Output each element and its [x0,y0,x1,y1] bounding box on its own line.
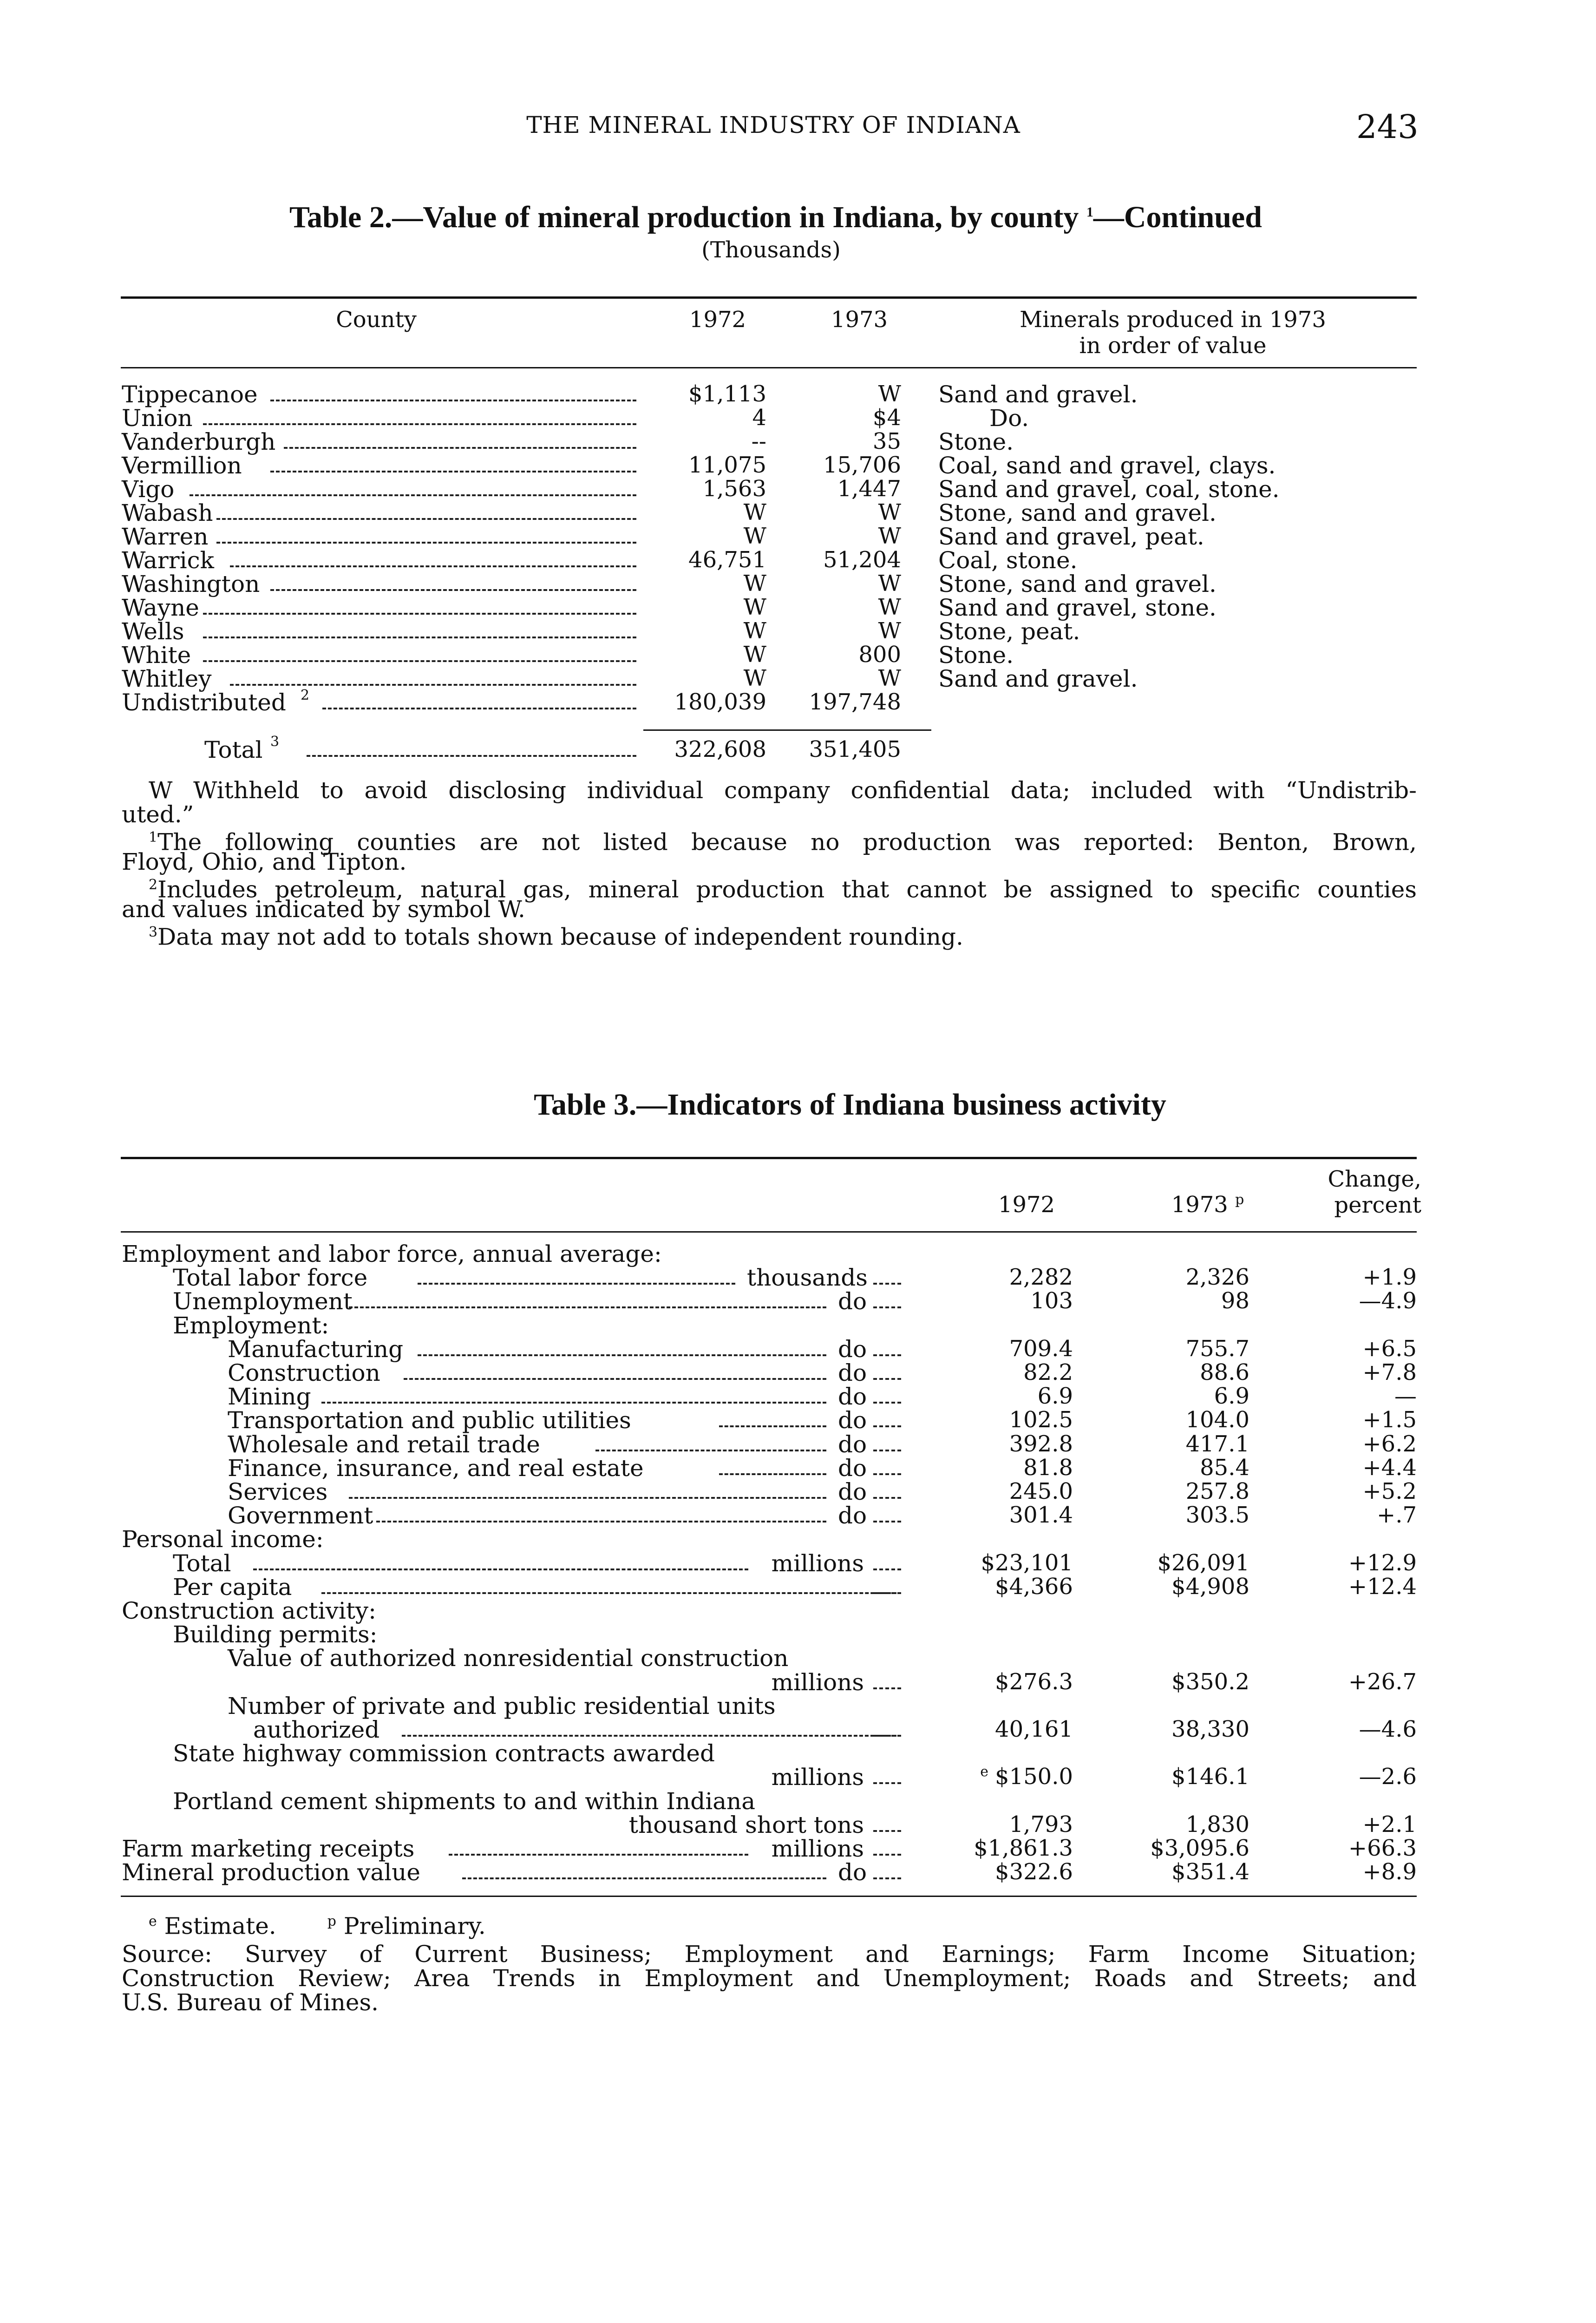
footnote-text: Data may not add to totals shown because of independent rounding. [157,923,963,951]
dot-leader [449,1854,749,1856]
minerals-produced: Sand and gravel. [938,381,1138,408]
source-line: U.S. Bureau of Mines. [122,1989,379,2016]
indicator-label: Mineral production value [122,1859,420,1886]
value-1973: W [878,381,901,407]
dot-leader [595,1450,826,1451]
unit-label: do [838,1288,867,1315]
unit-label: do [838,1502,867,1529]
running-head: THE MINERAL INDUSTRY OF INDIANA [526,112,1020,138]
table3-top-rule [121,1157,1417,1159]
value-1972-text: 102.5 [1009,1407,1073,1433]
value-1972 [938,1502,1073,1528]
dot-leader [418,1283,736,1285]
indicator-label: Manufacturing [228,1336,404,1363]
indicator-label: Farm marketing receipts [122,1835,415,1862]
change-percent: +7.8 [1362,1359,1417,1385]
total-1972: 322,608 [674,736,766,762]
dot-leader [719,1425,827,1427]
table3-bottom-rule [121,1896,1417,1897]
unit-label: do [838,1859,867,1886]
unit-label: millions [771,1550,864,1577]
indicator-label: Transportation and public utilities [228,1407,631,1434]
unit-label: millions [771,1835,864,1862]
dot-leader [307,755,636,757]
county-name: Warren [122,523,209,550]
value-1972 [938,1811,1073,1837]
value-1972 [938,1336,1073,1362]
minerals-produced: Coal, stone. [938,547,1078,574]
value-1973: W [878,571,901,597]
table2-header-1972: 1972 [689,307,746,333]
dot-leader [873,1830,901,1832]
value-1973: $4 [872,405,901,431]
value-1972-text: 245.0 [1009,1478,1073,1504]
indicator-label: Wholesale and retail trade [228,1431,540,1458]
footnote-continuation: Floyd, Ohio, and Tipton. [122,848,407,875]
dot-leader [873,1473,901,1475]
change-percent: +6.2 [1362,1431,1417,1457]
value-1973: $146.1 [1171,1764,1249,1790]
footnote-text: The following counties are not listed because no production was reported: Benton, Brown, [157,828,1417,856]
dot-leader [349,1306,826,1308]
value-1972 [938,1359,1073,1385]
dot-leader [203,613,636,615]
indicator-label: Per capita [173,1574,292,1601]
table3-title: Table 3.—Indicators of Indiana business activity [534,1088,1166,1122]
dot-leader [216,542,636,544]
minerals-produced: Coal, sand and gravel, clays. [938,452,1276,479]
value-1973: 303.5 [1185,1502,1249,1528]
indicator-label: Employment and labor force, annual average: [122,1240,662,1267]
change-percent: +5.2 [1362,1478,1417,1504]
footnote-mark: 2 [301,687,310,703]
footnote-mark: 3 [270,734,280,750]
county-name: Whitley [122,665,212,692]
indicator-label: Construction [228,1359,380,1386]
footnote-mark: W [149,777,173,804]
indicator-label: Value of authorized nonresidential construction [228,1645,789,1672]
source-line: Construction Review; Area Trends in Employment and Unemployment; Roads and Streets; and [122,1965,1417,1992]
change-percent: +1.5 [1362,1407,1417,1433]
value-1973: 38,330 [1171,1716,1249,1742]
indicator-label: Total labor force [173,1264,368,1291]
value-1973: 417.1 [1185,1431,1249,1457]
source-line: Source: Survey of Current Business; Employment and Earnings; Farm Income Situation; [122,1941,1417,1968]
total-1973: 351,405 [809,736,901,762]
unit-label: do [838,1359,867,1386]
county-name: Tippecanoe [122,381,258,408]
value-1973: W [878,665,901,691]
dot-leader [873,1450,901,1451]
value-1972: 46,751 [688,547,766,573]
value-1972-text: 82.2 [1023,1359,1073,1385]
value-1973: $351.4 [1171,1859,1249,1885]
value-1972 [938,1764,1073,1790]
change-percent: +8.9 [1362,1859,1417,1885]
table2-unit: (Thousands) [701,237,841,263]
county-name: Undistributed [122,689,286,716]
dot-leader [462,1877,826,1879]
dot-leader [873,1877,901,1879]
value-1973: 1,830 [1185,1811,1249,1837]
county-name: Wayne [122,594,199,621]
value-1972: W [743,665,766,691]
minerals-produced: Stone, sand and gravel. [938,499,1217,526]
dot-leader [873,1497,901,1499]
value-1972 [938,1859,1073,1885]
value-1972-text: 1,793 [1009,1811,1073,1837]
unit-label: do [838,1407,867,1434]
dot-leader [873,1425,901,1427]
value-1972: W [743,499,766,525]
table2-header-minerals: Minerals produced in 1973 in order of value [1020,307,1326,359]
dot-leader [284,447,636,449]
value-1972-text: $1,861.3 [974,1835,1073,1861]
value-1972-text: 2,282 [1009,1264,1073,1290]
indicator-label: State highway commission contracts awarded [173,1740,715,1767]
county-name: Warrick [122,547,214,574]
dot-leader [376,1521,826,1522]
value-1972-text: 81.8 [1023,1455,1073,1481]
dot-leader [270,471,636,472]
table3-header-1972: 1972 [998,1192,1055,1218]
table3-header-rule [121,1231,1417,1233]
value-1972: W [743,642,766,668]
indicator-label: Construction activity: [122,1597,377,1624]
minerals-produced: Sand and gravel, peat. [938,523,1204,550]
dot-leader [873,1568,901,1570]
dot-leader [230,684,636,686]
value-1972: W [743,594,766,620]
value-1972: 1,563 [702,476,766,502]
footnote-continuation: uted.” [122,801,194,828]
value-1973: 88.6 [1200,1359,1249,1385]
value-1972 [938,1431,1073,1457]
dot-leader [216,518,636,520]
footnote-continuation: and values indicated by symbol W. [122,896,525,923]
page-number: 243 [1356,108,1419,146]
change-percent: +2.1 [1362,1811,1417,1837]
indicator-label: Unemployment [173,1288,353,1315]
dot-leader [270,400,636,401]
change-percent: —2.6 [1359,1764,1417,1790]
value-1972: $1,113 [688,381,766,407]
table2-header-county: County [336,307,417,333]
dot-leader [322,708,636,709]
dot-leader [873,1283,901,1285]
indicator-label: Number of private and public residential units [228,1693,776,1719]
value-1973: $26,091 [1157,1550,1249,1576]
value-1972 [938,1669,1073,1695]
county-name: White [122,642,191,669]
table2-header-rule [121,367,1417,368]
unit-label: do [838,1383,867,1410]
value-1973: 6.9 [1214,1383,1249,1409]
value-1972: W [743,571,766,597]
dot-leader [873,1306,901,1308]
minerals-produced: Sand and gravel, stone. [938,594,1217,621]
table3-header-change: Change, percent [1328,1166,1421,1218]
indicator-label: Portland cement shipments to and within Indiana [173,1788,756,1815]
minerals-produced: Do. [989,405,1029,432]
unit-label: do [838,1336,867,1363]
footnote-text: Withheld to avoid disclosing individual company confidential data; included with “Undistrib- [172,777,1417,804]
dot-leader [873,1854,901,1856]
value-1972 [938,1383,1073,1409]
minerals-produced: Stone, sand and gravel. [938,571,1217,597]
value-1972 [938,1835,1073,1861]
table2-total-rule [643,729,931,731]
change-percent: +6.5 [1362,1336,1417,1362]
value-1973: $3,095.6 [1150,1835,1249,1861]
county-name: Vanderburgh [122,428,276,455]
dot-leader [873,1782,901,1784]
dot-leader [873,1402,901,1404]
value-1972-text: 103 [1030,1288,1073,1314]
minerals-produced: Stone, peat. [938,618,1080,645]
dot-leader [402,1735,896,1737]
dot-leader [873,1521,901,1522]
dot-leader [349,1497,826,1499]
dot-leader [203,660,636,662]
value-1972-text: 40,161 [995,1716,1073,1742]
unit-label: do [838,1455,867,1482]
value-1972-text: $23,101 [981,1550,1073,1576]
table2-top-rule [121,296,1417,299]
change-percent: +.7 [1376,1502,1417,1528]
unit-label: millions [771,1764,864,1791]
indicator-label: Personal income: [122,1526,324,1553]
value-1972-text: $322.6 [995,1859,1073,1885]
value-1973: 35 [872,428,901,454]
dot-leader [270,589,636,591]
change-percent: +4.4 [1362,1455,1417,1481]
value-1972 [938,1716,1073,1742]
value-1972: -- [751,428,766,454]
dot-leader [321,1402,826,1404]
indicator-label: Services [228,1478,328,1505]
value-1972: 180,039 [674,689,766,715]
dot-leader [321,1592,896,1594]
value-1972-text: $276.3 [995,1669,1073,1695]
value-1973: W [878,523,901,549]
value-1973: 197,748 [809,689,901,715]
footnote-mark: 2 [149,877,158,893]
footnote-mark: 1 [149,829,158,846]
value-1972: W [743,618,766,644]
dot-leader [203,637,636,638]
unit-label: thousands [747,1264,868,1291]
value-1973: $4,908 [1171,1574,1249,1600]
unit-label: do [838,1478,867,1505]
county-name: Wells [122,618,184,645]
dot-leader [190,494,636,496]
total-label: Total [204,736,263,763]
county-name: Vigo [122,476,175,503]
minerals-produced: Stone. [938,428,1014,455]
minerals-produced: Sand and gravel, coal, stone. [938,476,1280,503]
dot-leader [719,1473,827,1475]
value-1972 [938,1478,1073,1504]
change-percent: +12.9 [1348,1550,1417,1576]
indicator-label: Government [228,1502,373,1529]
value-1973: 85.4 [1200,1455,1249,1481]
table3-header-1973: 1973 $^p$ [1171,1192,1244,1218]
unit-label: thousand short tons [628,1811,864,1838]
change-percent: +66.3 [1348,1835,1417,1861]
value-1973: W [878,499,901,525]
value-1973: 800 [858,642,901,668]
change-percent: — [1394,1383,1417,1409]
value-1972 [938,1288,1073,1314]
county-name: Wabash [122,499,213,526]
value-1972-text: 301.4 [1009,1502,1073,1528]
value-1973: 51,204 [823,547,901,573]
value-1973: W [878,594,901,620]
value-1973: 15,706 [823,452,901,478]
indicator-label: Employment: [173,1312,329,1339]
footnote-mark: 3 [149,924,158,940]
unit-label: millions [771,1669,864,1696]
value-1973: 98 [1221,1288,1249,1314]
value-1973: 104.0 [1185,1407,1249,1433]
value-1972: W [743,523,766,549]
value-1972: 11,075 [688,452,766,478]
dot-leader [873,1687,901,1689]
dot-leader [873,1354,901,1356]
value-1973: 755.7 [1185,1336,1249,1362]
change-percent: —4.6 [1359,1716,1417,1742]
dot-leader [418,1354,827,1356]
value-1973: W [878,618,901,644]
value-1972 [938,1550,1073,1576]
value-1972 [938,1264,1073,1290]
indicator-label: Total [173,1550,231,1577]
table2-header-1973: 1973 [831,307,888,333]
indicator-label: Building permits: [173,1621,378,1648]
table3-legend: $^e$ Estimate. $^p$ Preliminary. [149,1912,486,1940]
indicator-label: authorized [253,1716,380,1743]
dot-leader [203,423,636,425]
value-1972 [938,1574,1073,1600]
value-1973: 257.8 [1185,1478,1249,1504]
value-1972 [938,1455,1073,1481]
unit-label: do [838,1431,867,1458]
minerals-produced: Sand and gravel. [938,665,1138,692]
minerals-produced: Stone. [938,642,1014,669]
change-percent: +12.4 [1348,1574,1417,1600]
value-1972-text: $150.0 [995,1764,1073,1790]
value-1973: 2,326 [1185,1264,1249,1290]
indicator-label: Mining [228,1383,311,1410]
value-1972: 4 [752,405,766,431]
dot-leader [873,1378,901,1380]
change-percent: —4.9 [1359,1288,1417,1314]
county-name: Washington [122,571,260,597]
dot-leader [230,565,636,567]
change-percent: +1.9 [1362,1264,1417,1290]
value-1972-text: 6.9 [1037,1383,1073,1409]
value-1972 [938,1407,1073,1433]
dot-leader [253,1568,749,1570]
footnote [149,778,1417,802]
dot-leader [404,1378,826,1380]
indicator-label: Finance, insurance, and real estate [228,1455,644,1482]
value-1972-text: 709.4 [1009,1336,1073,1362]
footnote-text: Includes petroleum, natural gas, mineral production that cannot be assigned to specific counties [157,876,1417,903]
table2-title: Table 2.—Value of mineral production in Indiana, by county $^1$—Continued [289,200,1262,234]
value-1972-text: $4,366 [995,1574,1073,1600]
value-1973: $350.2 [1171,1669,1249,1695]
value-1972-text: 392.8 [1009,1431,1073,1457]
value-1973: 1,447 [837,476,901,502]
change-percent: +26.7 [1348,1669,1417,1695]
county-name: Vermillion [122,452,242,479]
footnote-mark: e [980,1764,989,1780]
footnote [149,920,1417,949]
county-name: Union [122,405,193,432]
